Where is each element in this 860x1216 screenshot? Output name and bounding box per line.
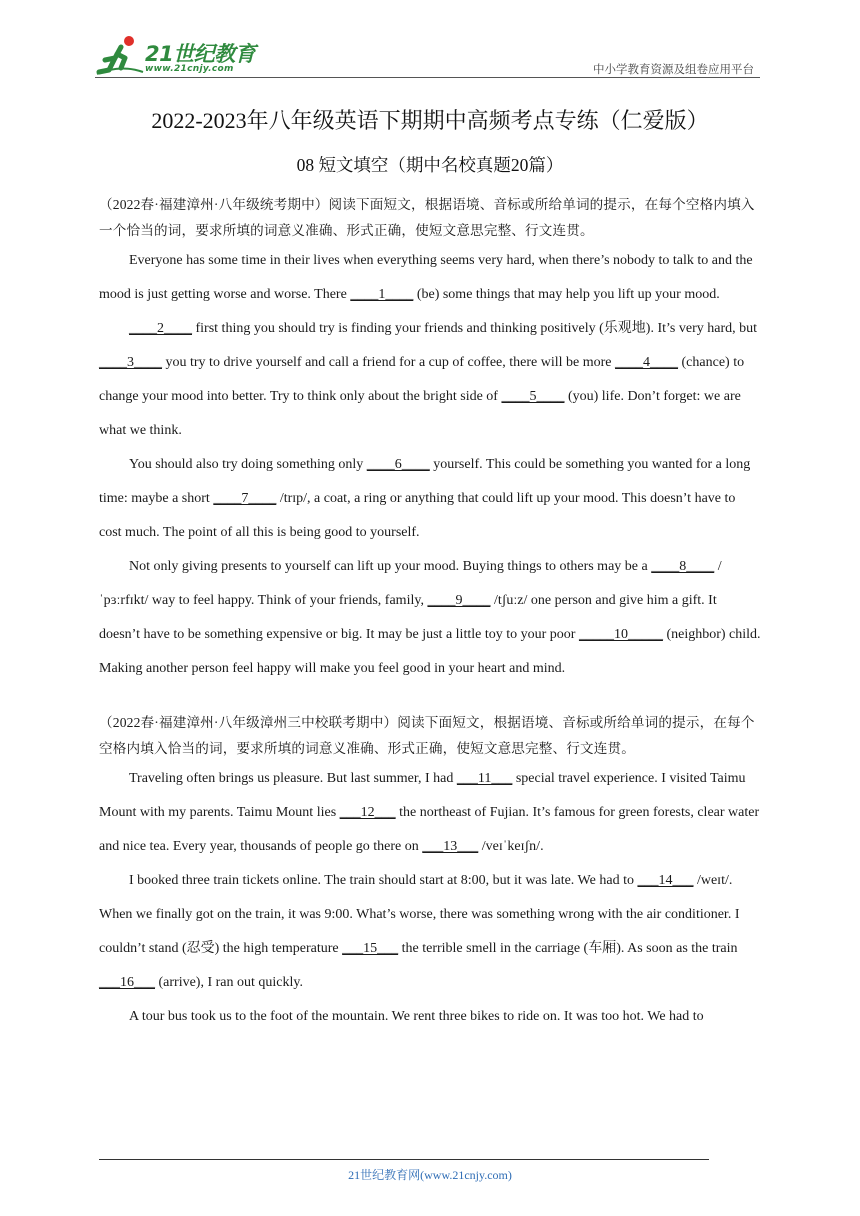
- page-header: [95, 34, 760, 78]
- text-run: /ˈpɜːrfɪkt/ way to feel happy. Think of your friends, family,: [99, 559, 722, 608]
- passage2-instructions: （2022春·福建漳州·八年级漳州三中校联考期中）阅读下面短文，根据语境、音标或所给单词的提示，在每个空格内填入恰当的词，要求所填的词意义准确、形式正确，使短文意思完整、行文连贯。: [99, 715, 755, 756]
- footer-divider: [99, 1159, 709, 1160]
- document-title: 2022-2023年八年级英语下期期中高频考点专练（仁爱版）: [151, 108, 709, 133]
- text-run: /veɪˈkeɪʃn/.: [478, 839, 544, 854]
- header-divider: [95, 77, 760, 78]
- text-run: (arrive), I ran out quickly.: [155, 975, 303, 990]
- blank-12[interactable]: ___12___: [339, 805, 396, 820]
- blank-8[interactable]: ____8____: [651, 559, 715, 574]
- text-run: the terrible smell in the carriage (车厢). As soon as the train: [398, 941, 738, 956]
- blank-5[interactable]: ____5____: [501, 389, 565, 404]
- text-run: you try to drive yourself and call a friend for a cup of coffee, there will be more: [162, 355, 616, 370]
- runner-icon: [95, 34, 145, 78]
- text-run: /weɪt/. When we finally got on the train, it was 9:00. What’s worse, there was something wrong with the air conditioner. I couldn’t stand (忍受) the high temperature: [99, 873, 740, 956]
- blank-1[interactable]: ____1____: [350, 287, 414, 302]
- text-run: first thing you should try is finding your friends and thinking positively (乐观地). It’s very hard, but: [192, 321, 757, 336]
- blank-7[interactable]: ____7____: [213, 491, 277, 506]
- text-run: (you) life. Don’t forget: we are what we think.: [99, 389, 741, 438]
- text-run: Traveling often brings us pleasure. But last summer, I had: [129, 771, 457, 786]
- text-run: Not only giving presents to yourself can lift up your mood. Buying things to others may be a: [129, 559, 652, 574]
- passage1-paragraph-4: [99, 550, 761, 686]
- site-logo[interactable]: [95, 34, 265, 78]
- blank-16[interactable]: ___16___: [99, 975, 155, 990]
- document-body: [99, 192, 761, 1034]
- blank-13[interactable]: ___13___: [422, 839, 479, 854]
- text-run: (neighbor) child. Making another person feel happy will make you feel good in your heart and mind.: [99, 627, 761, 676]
- blank-6[interactable]: ____6____: [366, 457, 430, 472]
- logo-url: www.21cnjy.com: [145, 64, 234, 74]
- document-subtitle: 08 短文填空（期中名校真题20篇）: [296, 155, 564, 175]
- text-run: (be) some things that may help you lift up your mood.: [413, 287, 720, 302]
- section-spacer: [99, 686, 761, 710]
- blank-10[interactable]: _____10_____: [578, 627, 663, 642]
- blank-14[interactable]: ___14___: [637, 873, 694, 888]
- blank-3[interactable]: ____3____: [99, 355, 162, 370]
- text-run: /tʃuːz/ one person and give him a gift. It doesn’t have to be something expensive or big. It may be just a little toy to your poor: [99, 593, 717, 642]
- passage1-paragraph-1: [99, 244, 761, 312]
- text-run: (chance) to change your mood into better. Try to think only about the bright side of: [99, 355, 745, 404]
- text-run: A tour bus took us to the foot of the mountain. We rent three bikes to ride on. It was too hot. We had to: [129, 1009, 704, 1024]
- text-run: You should also try doing something only: [129, 457, 367, 472]
- header-platform-text: 中小学教育资源及组卷应用平台: [593, 62, 754, 76]
- passage1-paragraph-2: [99, 312, 761, 448]
- text-run: the northeast of Fujian. It’s famous for green forests, clear water and nice tea. Every year, thousands of people go there on: [99, 805, 760, 854]
- blank-11[interactable]: ___11___: [456, 771, 513, 786]
- passage2-paragraph-1: [99, 762, 761, 864]
- text-run: /trɪp/, a coat, a ring or anything that could lift up your mood. This doesn’t have to cost much. The point of all this is being good to yourself.: [99, 491, 736, 540]
- logo-text: 21世纪教育: [145, 42, 256, 66]
- blank-2[interactable]: ____2____: [129, 321, 192, 336]
- blank-4[interactable]: ____4____: [615, 355, 679, 370]
- text-run: yourself. This could be something you wanted for a long time: maybe a short: [99, 457, 751, 506]
- passage2-paragraph-3: [99, 1000, 761, 1034]
- passage2-paragraph-2: [99, 864, 761, 1000]
- blank-15[interactable]: ___15___: [342, 941, 399, 956]
- passage1-instructions: （2022春·福建漳州·八年级统考期中）阅读下面短文，根据语境、音标或所给单词的提示，在每个空格内填入一个恰当的词，要求所填的词意义准确、形式正确，使短文意思完整、行文连贯。: [99, 197, 755, 238]
- passage1-paragraph-3: [99, 448, 761, 550]
- blank-9[interactable]: ____9____: [427, 593, 491, 608]
- text-run: I booked three train tickets online. The train should start at 8:00, but it was late. We had to: [129, 873, 638, 888]
- text-run: Everyone has some time in their lives when everything seems very hard, when there’s nobody to talk to and the mood is just getting worse and worse. There: [99, 253, 753, 302]
- text-run: special travel experience. I visited Taimu Mount with my parents. Taimu Mount lies: [99, 771, 746, 820]
- footer-link[interactable]: 21世纪教育网(www.21cnjy.com): [348, 1168, 512, 1182]
